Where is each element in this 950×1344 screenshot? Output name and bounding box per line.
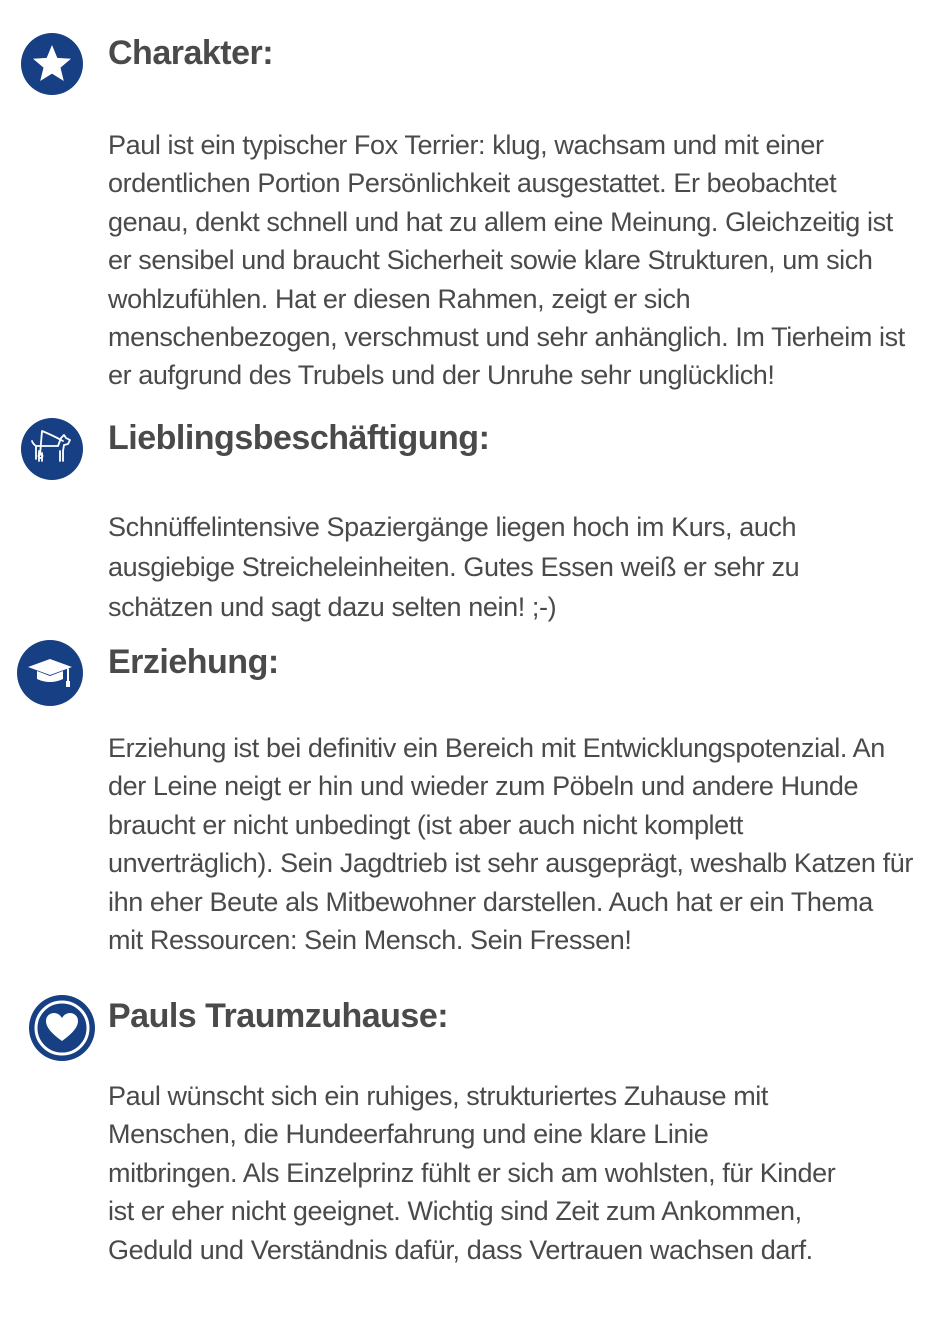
section-text-lieblingsbeschaeftigung: Schnüffelintensive Spaziergänge liegen hoch im Kurs, auch ausgiebige Streicheleinheiten. Gutes Essen weiß er sehr zu schätzen und sagt dazu selten nein! ;-) <box>108 512 800 622</box>
star-icon <box>21 33 83 95</box>
section-title-lieblingsbeschaeftigung: Lieblingsbeschäftigung: <box>108 419 490 457</box>
section-title-charakter: Charakter: <box>108 34 274 72</box>
section-text-charakter: Paul ist ein typischer Fox Terrier: klug, wachsam und mit einer ordentlichen Portion Persönlichkeit ausgestattet. Er beobachtet genau, denkt schnell und hat zu allem eine Meinung. Gleichzeitig ist er sensibel und braucht Sicherheit sowie klare Strukturen, um sich wohlzufühlen. Hat er diesen Rahmen, zeigt er sich menschenbezogen, verschmust und sehr anhänglich. Im Tierheim ist er aufgrund des Trubels und der Unruhe sehr unglücklich! <box>108 130 905 391</box>
graduation-cap-icon <box>17 640 83 706</box>
dog-on-leash-icon <box>21 418 83 480</box>
section-title-traumzuhause: Pauls Traumzuhause: <box>108 997 449 1035</box>
heart-icon <box>29 995 95 1061</box>
section-text-erziehung: Erziehung ist bei definitiv ein Bereich mit Entwicklungspotenzial. An der Leine neigt er hin und wieder zum Pöbeln und andere Hunde braucht er nicht unbedingt (ist aber auch nicht komplett unverträglich). Sein Jagdtrieb ist sehr ausgeprägt, weshalb Katzen für ihn eher Beute als Mitbewohner darstellen. Auch hat er ein Thema mit Ressourcen: Sein Mensch. Sein Fressen! <box>108 733 913 956</box>
section-text-traumzuhause: Paul wünscht sich ein ruhiges, strukturiertes Zuhause mit Menschen, die Hundeerfahrung und eine klare Linie mitbringen. Als Einzelprinz fühlt er sich am wohlsten, für Kinder ist er eher nicht geeignet. Wichtig sind Zeit zum Ankommen, Geduld und Verständnis dafür, dass Vertrauen wachsen darf. <box>108 1081 836 1265</box>
section-title-erziehung: Erziehung: <box>108 643 279 681</box>
